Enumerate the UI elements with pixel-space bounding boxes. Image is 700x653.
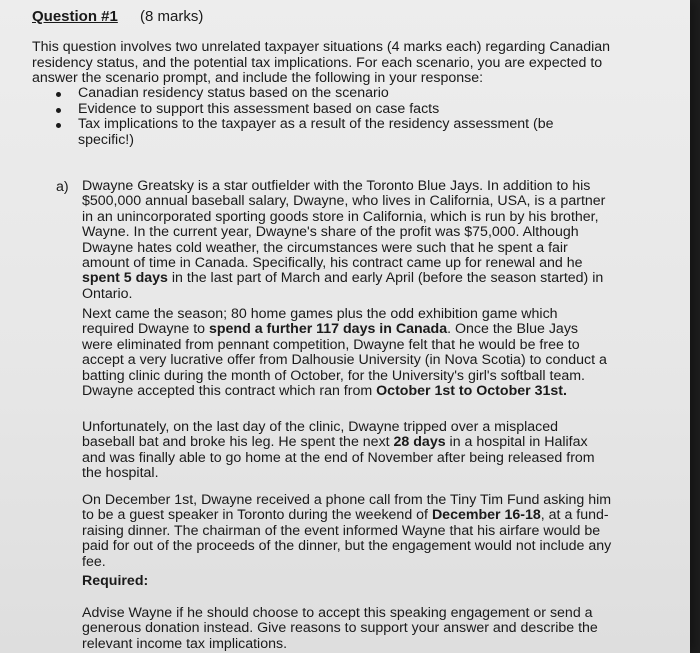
question-marks: (8 marks) — [140, 8, 204, 25]
required-heading: Required: — [82, 573, 149, 589]
list-item: Tax implications to the taxpayer as a result of the residency assessment (be specific!) — [52, 117, 612, 148]
part-a-label: a) — [56, 179, 69, 195]
scenario-paragraph-2: Next came the season; 80 home games plus the odd exhibition game which required Dwayne to spend a further 117 days in Canada. Once the Blue Jays were eliminated from pennant competition, Dwayne felt that he would be free to accept a very lucrative offer from Dalhousie University (in Nova Scotia) to conduct a batting clinic during the month of October, for the University's girl's softball team. Dwayne accepted this contract which ran from October 1st to October 31st. — [82, 306, 607, 400]
list-item: Canadian residency status based on the scenario — [52, 86, 612, 102]
scenario-paragraph-1: Dwayne Greatsky is a star outfielder with the Toronto Blue Jays. In addition to his $500,000 annual baseball salary, Dwayne, who lives in California, USA, is a partner in an unincorporated sporting goods store in California, which is run by his brother, Wayne. In the current year, Dwayne's share of the profit was $75,000. Although Dwayne hates cold weather, the circumstances were such that he spent a fair amount of time in Canada. Specifically, his contract came up for renewal and he spent 5 days in the last part of March and early April (before the season started) in Ontario. — [82, 178, 606, 302]
scenario-paragraph-4: On December 1st, Dwayne received a phone call from the Tiny Tim Fund asking him to be a guest speaker in Toronto during the weekend of December 16-18, at a fund-raising dinner. The chairman of the event informed Wayne that his airfare would be paid for out of the proceeds of the dinner, but the engagement would not include any fee. — [82, 492, 612, 570]
question-number: Question #1 — [32, 8, 118, 25]
list-item: Evidence to support this assessment based on case facts — [52, 102, 612, 118]
scenario-paragraph-3: Unfortunately, on the last day of the clinic, Dwayne tripped over a misplaced baseball bat and broke his leg. He spent the next 28 days in a hospital in Halifax and was finally able to go home at the end of November after being released from the hospital. — [82, 419, 595, 482]
question-header — [32, 8, 203, 25]
required-task-text: Advise Wayne if he should choose to accept this speaking engagement or send a generous donation instead. Give reasons to support your answer and describe the relevant income tax implications. — [82, 605, 598, 652]
question-intro: This question involves two unrelated taxpayer situations (4 marks each) regarding Canadian residency status, and the potential tax implications. For each scenario, you are expected to answer the scenario prompt, and include the following in your response: — [32, 39, 611, 86]
response-requirements-list — [52, 86, 612, 148]
